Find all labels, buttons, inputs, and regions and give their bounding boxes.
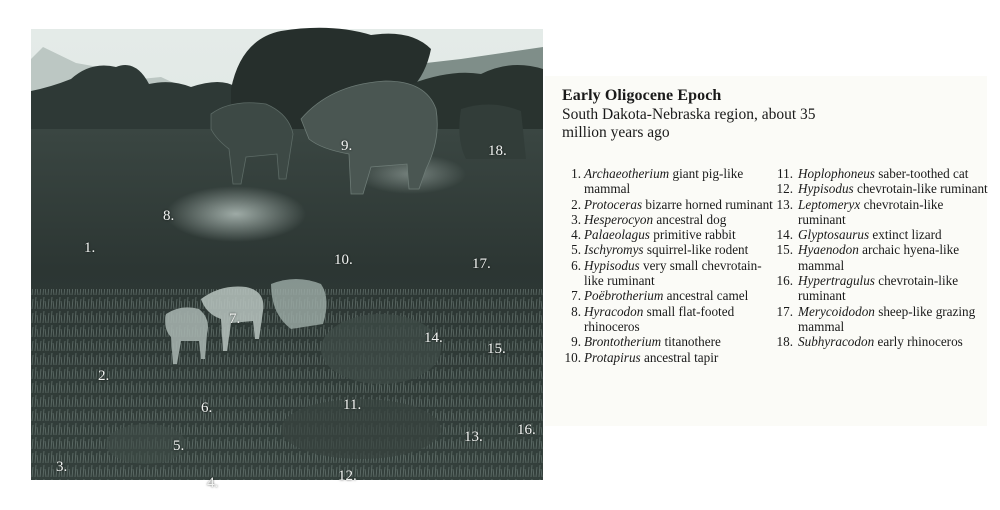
legend-number: 4. — [571, 227, 581, 243]
legend-genus: Subhyracodon — [798, 334, 875, 350]
legend-number: 14. — [776, 227, 793, 243]
figure-label-14: 14. — [424, 330, 443, 346]
legend-genus: Leptomeryx — [798, 196, 861, 212]
figure-label-11: 11. — [343, 397, 362, 413]
figure-label-8: 8. — [163, 208, 175, 224]
legend-item-11 — [773, 166, 988, 181]
legend-item-13 — [773, 197, 988, 228]
legend-description: titanothere — [664, 334, 721, 350]
legend-number: 11. — [777, 166, 793, 181]
legend-genus: Hypisodus — [584, 257, 640, 273]
legend-genus: Poëbrotherium — [584, 288, 664, 304]
legend-genus: Brontotherium — [584, 334, 662, 350]
legend-description: squirrel-like rodent — [646, 242, 749, 258]
legend-number: 3. — [571, 211, 581, 227]
landscape-painting — [31, 29, 543, 480]
legend-column-right — [773, 166, 988, 350]
legend-column-left — [563, 166, 778, 365]
legend-description: sheep-like grazing mammal — [798, 303, 976, 334]
legend-description: primitive rabbit — [653, 227, 736, 243]
caption-title: Early Oligocene Epoch — [562, 87, 722, 104]
legend-item-4 — [563, 227, 778, 242]
legend-item-15 — [773, 242, 988, 273]
legend-description: bizarre horned ruminant — [645, 196, 773, 212]
legend-item-8 — [563, 304, 778, 335]
legend-number: 13. — [776, 196, 793, 212]
legend-number: 16. — [776, 273, 793, 289]
figure-label-15: 15. — [487, 341, 506, 357]
legend-item-14 — [773, 227, 988, 242]
figure-label-10: 10. — [334, 252, 353, 268]
oligocene-illustration — [31, 29, 543, 491]
legend-number: 15. — [776, 242, 793, 258]
legend-genus: Merycoidodon — [798, 303, 875, 319]
legend-genus: Hypertragulus — [798, 273, 875, 289]
legend-description: giant pig-like mammal — [584, 166, 744, 197]
legend-number: 1. — [571, 166, 581, 181]
legend-number: 5. — [571, 242, 581, 258]
legend-number: 18. — [776, 334, 793, 350]
legend-item-18 — [773, 334, 988, 349]
legend-genus: Ischyromys — [584, 242, 644, 258]
legend-description: chevrotain-like ruminant — [856, 181, 988, 197]
legend-number: 7. — [571, 288, 581, 304]
legend-description: extinct lizard — [872, 227, 942, 243]
legend-item-10 — [563, 350, 778, 365]
legend-genus: Hypisodus — [798, 181, 854, 197]
legend-genus: Hesperocyon — [584, 211, 654, 227]
caption-panel — [545, 76, 987, 426]
legend-genus: Protoceras — [584, 196, 643, 212]
legend-genus: Palaeolagus — [584, 227, 650, 243]
legend-genus: Glyptosaurus — [798, 227, 870, 243]
figure-label-12: 12. — [338, 468, 357, 484]
figure-label-4: 4. — [207, 475, 219, 491]
figure-label-1: 1. — [84, 240, 96, 256]
legend-genus: Hyaenodon — [798, 242, 859, 258]
legend-item-1 — [563, 166, 778, 197]
legend-item-5 — [563, 242, 778, 257]
legend-genus: Hyracodon — [584, 303, 644, 319]
figure-label-3: 3. — [56, 459, 68, 475]
legend-genus: Archaeotherium — [584, 166, 670, 181]
figure-label-5: 5. — [173, 438, 185, 454]
legend-item-9 — [563, 334, 778, 349]
legend-number: 9. — [571, 334, 581, 350]
legend-number: 6. — [571, 257, 581, 273]
legend-description: very small chevrotain-like ruminant — [584, 257, 762, 289]
legend-description: ancestral camel — [666, 288, 749, 304]
legend-item-6 — [563, 258, 778, 289]
legend-item-2 — [563, 197, 778, 212]
legend-number: 8. — [571, 303, 581, 319]
legend-description: chevrotain-like ruminant — [798, 273, 959, 304]
legend-item-16 — [773, 273, 988, 304]
legend-description: early rhinoceros — [877, 334, 963, 350]
legend-description: archaic hyena-like mammal — [798, 242, 960, 273]
legend-description: ancestral dog — [656, 211, 727, 227]
legend-genus: Hoplophoneus — [798, 166, 875, 181]
legend-item-12 — [773, 181, 988, 196]
legend-number: 12. — [776, 181, 793, 197]
legend-genus: Protapirus — [584, 349, 641, 365]
legend-number: 17. — [776, 303, 793, 319]
legend-number: 2. — [571, 196, 581, 212]
figure-label-17: 17. — [472, 256, 491, 272]
figure-label-7: 7. — [229, 311, 241, 327]
legend-item-7 — [563, 288, 778, 303]
legend-description: small flat-footed rhinoceros — [584, 303, 735, 334]
legend-item-3 — [563, 212, 778, 227]
figure-label-18: 18. — [488, 143, 507, 159]
figure-label-16: 16. — [517, 422, 536, 438]
figure-label-6: 6. — [201, 400, 213, 416]
legend-description: saber-toothed cat — [878, 166, 969, 181]
figure-label-2: 2. — [98, 368, 110, 384]
legend-item-17 — [773, 304, 988, 335]
legend-number: 10. — [564, 349, 581, 365]
figure-label-13: 13. — [464, 429, 483, 445]
legend-description: chevrotain-like ruminant — [798, 196, 944, 227]
figure-label-9: 9. — [341, 138, 353, 154]
caption-subtitle: South Dakota-Nebraska region, about 35 million years ago — [562, 106, 816, 141]
legend-description: ancestral tapir — [643, 349, 719, 365]
